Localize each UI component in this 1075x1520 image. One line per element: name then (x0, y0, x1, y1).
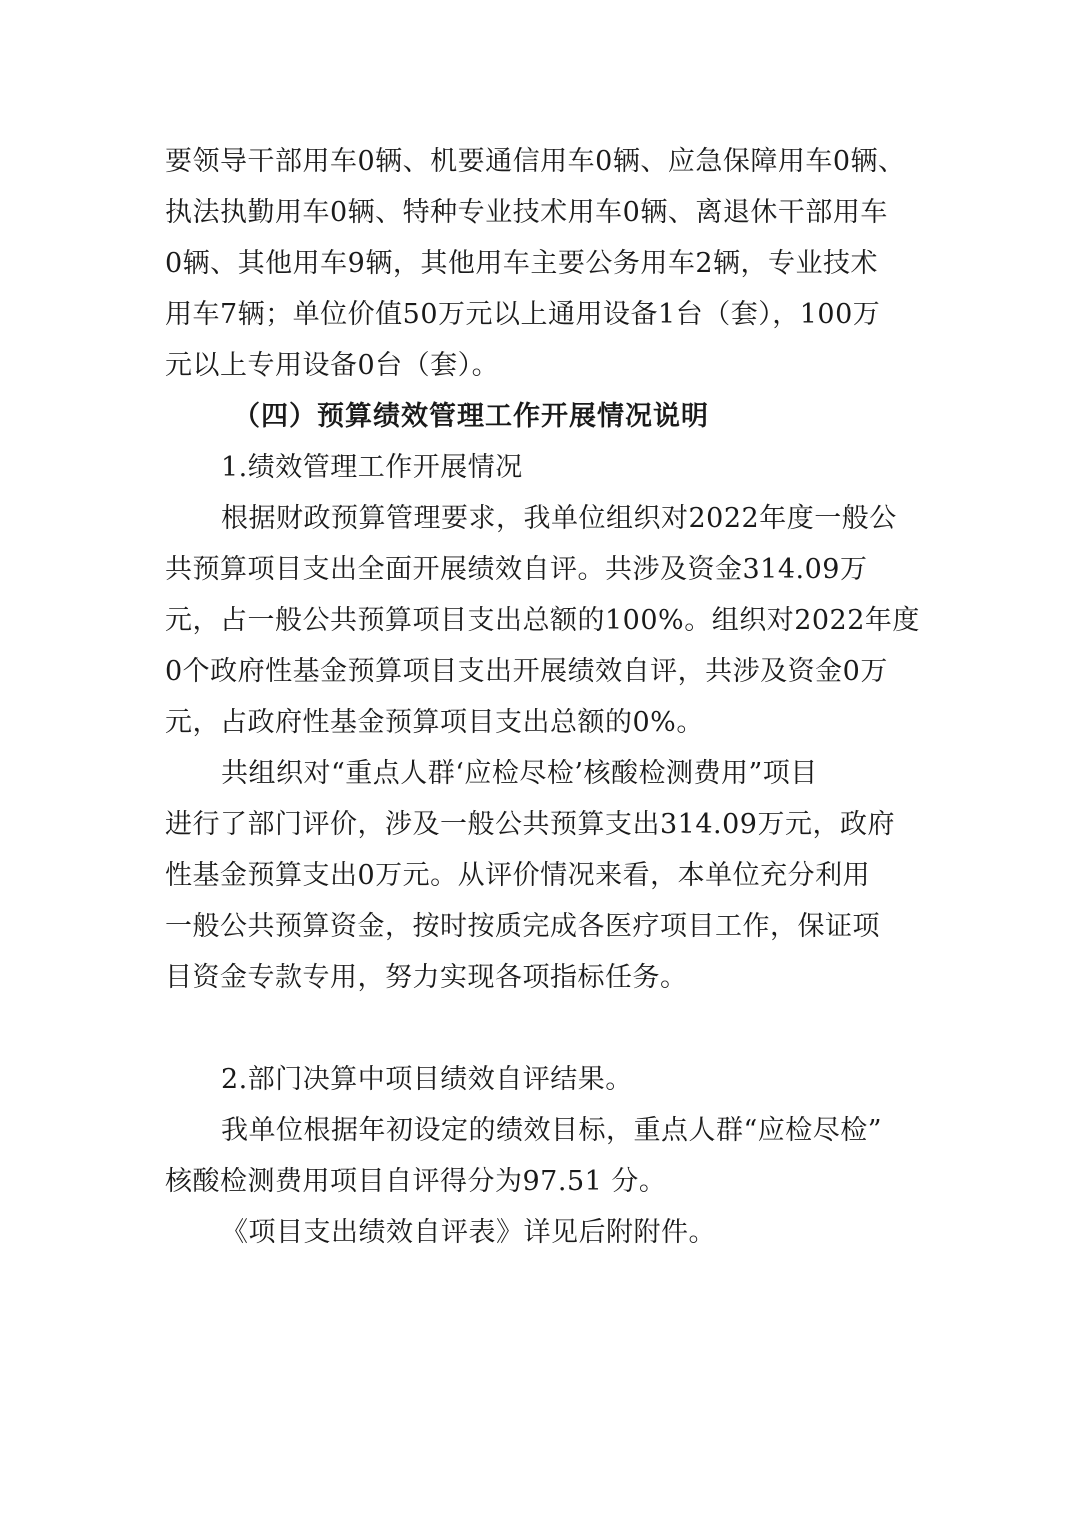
paragraph-first-line: 我单位根据年初设定的绩效目标，重点人群“应检尽检” (221, 1115, 883, 1146)
text-line: 0个政府性基金预算项目支出开展绩效自评，共涉及资金0万 (165, 656, 888, 687)
text-line: 进行了部门评价，涉及一般公共预算支出314.09万元，政府 (165, 809, 895, 840)
subheading: 1.绩效管理工作开展情况 (221, 452, 523, 483)
text-line: 元以上专用设备0台（套）。 (165, 350, 500, 381)
document-page (165, 136, 920, 1258)
text-line: 要领导干部用车0辆、机要通信用车0辆、应急保障用车0辆、 (165, 146, 906, 177)
text-line: 共预算项目支出全面开展绩效自评。共涉及资金314.09万 (165, 554, 868, 585)
paragraph-first-line: 《项目支出绩效自评表》详见后附附件。 (221, 1217, 716, 1248)
text-line: 元，占政府性基金预算项目支出总额的0%。 (165, 707, 704, 738)
section-heading: （四）预算绩效管理工作开展情况说明 (233, 401, 709, 432)
paragraph-first-line: 共组织对“重点人群‘应检尽检’核酸检测费用”项目 (221, 758, 818, 789)
text-line: 用车7辆；单位价值50万元以上通用设备1台（套），100万 (165, 299, 881, 330)
text-line: 一般公共预算资金，按时按质完成各医疗项目工作，保证项 (165, 911, 880, 942)
text-line: 核酸检测费用项目自评得分为97.51 分。 (165, 1166, 667, 1197)
text-line: 执法执勤用车0辆、特种专业技术用车0辆、离退休干部用车 (165, 197, 888, 228)
text-line: 元，占一般公共预算项目支出总额的100%。组织对2022年度 (165, 605, 920, 636)
paragraph-first-line: 根据财政预算管理要求，我单位组织对2022年度一般公 (221, 503, 897, 534)
text-line: 目资金专款专用，努力实现各项指标任务。 (165, 962, 688, 993)
subheading: 2.部门决算中项目绩效自评结果。 (221, 1064, 633, 1095)
text-line: 性基金预算支出0万元。从评价情况来看，本单位充分利用 (165, 860, 871, 891)
text-line: 0辆、其他用车9辆，其他用车主要公务用车2辆，专业技术 (165, 248, 879, 279)
blank-line (165, 1003, 915, 1054)
